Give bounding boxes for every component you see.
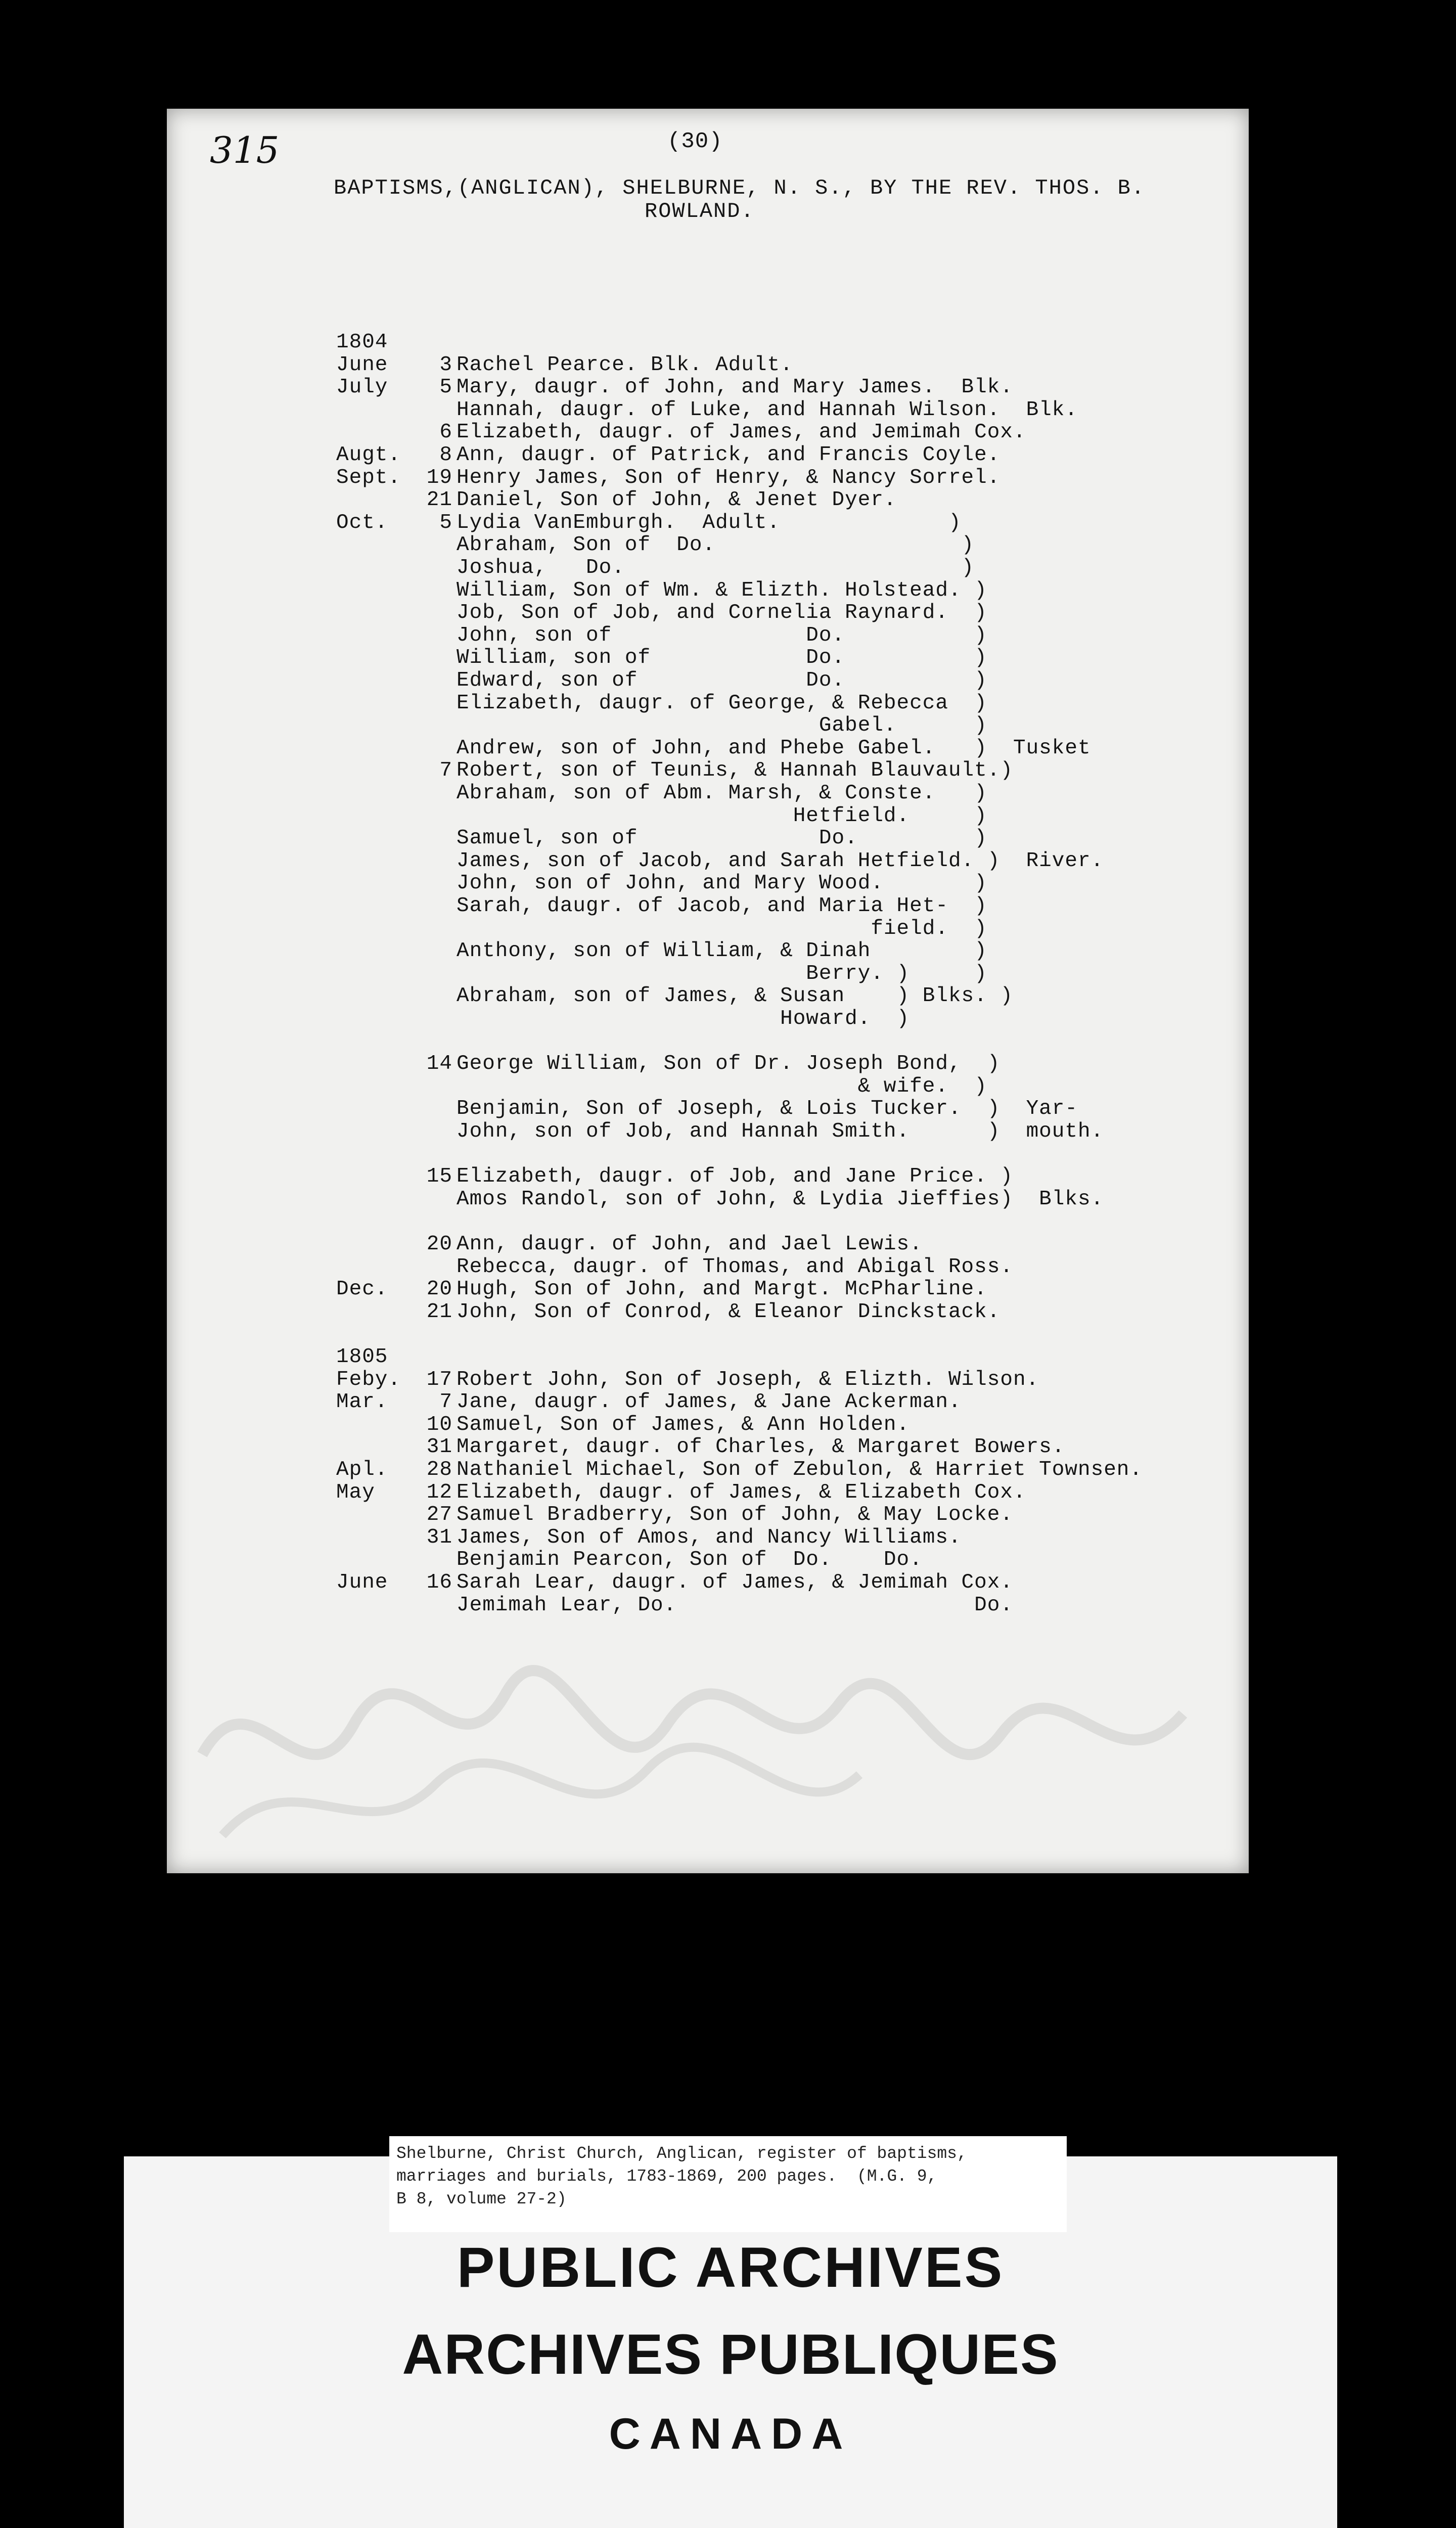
register-month: June (336, 353, 388, 377)
register-entry: Elizabeth, daugr. of Job, and Jane Price. ) (457, 1165, 1013, 1188)
archives-title-french: ARCHIVES PUBLIQUES (402, 2323, 1059, 2386)
register-day: 31 (426, 1526, 452, 1549)
register-entry: Samuel Bradberry, Son of John, & May Locke. (457, 1503, 1013, 1526)
register-entry: Elizabeth, daugr. of George, & Rebecca ) (457, 692, 987, 715)
register-entry: Samuel, Son of James, & Ann Holden. (457, 1413, 910, 1436)
register-entry: John, Son of Conrod, & Eleanor Dinckstack. (457, 1300, 1000, 1324)
register-entry: Samuel, son of Do. ) (457, 827, 987, 850)
register-day: 28 (426, 1458, 452, 1481)
register-entry: field. ) (457, 917, 987, 940)
register-entry: William, Son of Wm. & Elizth. Holstead. ) (457, 579, 987, 602)
register-month: 1805 (336, 1345, 388, 1369)
bleed-through-handwriting (192, 1603, 1203, 1856)
register-month: July (336, 376, 388, 399)
register-day: 21 (426, 488, 452, 512)
archives-country: CANADA (609, 2410, 852, 2458)
register-entry: Robert, son of Teunis, & Hannah Blauvault.) (457, 759, 1013, 782)
register-entry: James, son of Jacob, and Sarah Hetfield. ) River. (457, 849, 1104, 873)
register-entry: William, son of Do. ) (457, 646, 987, 669)
register-entry: Daniel, Son of John, & Jenet Dyer. (457, 488, 897, 512)
register-day: 20 (426, 1278, 452, 1301)
register-month: Mar. (336, 1390, 388, 1414)
register-entry: John, son of Job, and Hannah Smith. ) mouth. (457, 1120, 1104, 1143)
register-day: 31 (426, 1435, 452, 1459)
register-entry: Abraham, son of James, & Susan ) Blks. ) (457, 984, 1013, 1008)
register-day: 12 (426, 1481, 452, 1504)
register-day: 5 (439, 511, 452, 534)
register-entry: Nathaniel Michael, Son of Zebulon, & Harriet Townsen. (457, 1458, 1143, 1481)
page-number: (30) (667, 129, 723, 154)
register-day: 5 (439, 376, 452, 399)
register-entry: Edward, son of Do. ) (457, 669, 987, 692)
collection-label (389, 2136, 1067, 2232)
register-day: 6 (439, 421, 452, 444)
register-entry: Gabel. ) (457, 714, 987, 737)
register-month: Oct. (336, 511, 388, 534)
register-entry: Elizabeth, daugr. of James, and Jemimah Cox. (457, 421, 1026, 444)
register-entry: Berry. ) ) (457, 962, 987, 985)
register-entry: James, Son of Amos, and Nancy Williams. (457, 1526, 962, 1549)
register-day: 17 (426, 1368, 452, 1391)
register-entry: Amos Randol, son of John, & Lydia Jieffies) Blks. (457, 1188, 1104, 1211)
register-entry: Ann, daugr. of John, and Jael Lewis. (457, 1233, 923, 1256)
register-month: June (336, 1571, 388, 1594)
register-entry: John, son of John, and Mary Wood. ) (457, 872, 987, 895)
register-entry: Sarah, daugr. of Jacob, and Maria Het- ) (457, 894, 987, 918)
register-month: Augt. (336, 443, 401, 467)
register-entry: Benjamin Pearcon, Son of Do. Do. (457, 1548, 923, 1571)
register-entry: Jemimah Lear, Do. Do. (457, 1594, 1013, 1617)
register-entry: George William, Son of Dr. Joseph Bond, ) (457, 1052, 1000, 1075)
collection-label-line1: Shelburne, Christ Church, Anglican, register of baptisms, (396, 2144, 967, 2163)
archives-title-english: PUBLIC ARCHIVES (457, 2236, 1005, 2299)
register-entry: Abraham, son of Abm. Marsh, & Conste. ) (457, 782, 987, 805)
register-entry: John, son of Do. ) (457, 624, 987, 647)
register-month: 1804 (336, 331, 388, 354)
register-entry: Sarah Lear, daugr. of James, & Jemimah Cox. (457, 1571, 1013, 1594)
register-day: 8 (439, 443, 452, 467)
register-day: 27 (426, 1503, 452, 1526)
register-entry: Abraham, Son of Do. ) (457, 533, 975, 557)
register-entry: Benjamin, Son of Joseph, & Lois Tucker. ) Yar- (457, 1097, 1078, 1120)
page-heading-line1: BAPTISMS,(ANGLICAN), SHELBURNE, N. S., BY THE REV. THOS. B. (334, 176, 1146, 200)
register-entry: Lydia VanEmburgh. Adult. ) (457, 511, 962, 534)
register-entry: Rebecca, daugr. of Thomas, and Abigal Ross. (457, 1255, 1013, 1279)
register-entry: Robert John, Son of Joseph, & Elizth. Wilson. (457, 1368, 1039, 1391)
register-day: 7 (439, 1390, 452, 1414)
register-entry: Henry James, Son of Henry, & Nancy Sorrel. (457, 466, 1000, 489)
register-entry: Margaret, daugr. of Charles, & Margaret Bowers. (457, 1435, 1065, 1459)
page-heading-line2: ROWLAND. (645, 199, 755, 223)
register-day: 10 (426, 1413, 452, 1436)
register-month: May (336, 1481, 375, 1504)
register-month: Apl. (336, 1458, 388, 1481)
collection-label-line2: marriages and burials, 1783-1869, 200 pages. (M.G. 9, (396, 2167, 937, 2186)
register-entry: Joshua, Do. ) (457, 556, 975, 579)
register-day: 15 (426, 1165, 452, 1188)
register-entry: Jane, daugr. of James, & Jane Ackerman. (457, 1390, 962, 1414)
register-entry: & wife. ) (457, 1075, 987, 1098)
register-day: 21 (426, 1300, 452, 1324)
register-entry: Andrew, son of John, and Phebe Gabel. ) Tusket (457, 737, 1091, 760)
register-entry: Mary, daugr. of John, and Mary James. Blk. (457, 376, 1013, 399)
register-entry: Hetfield. ) (457, 804, 987, 828)
register-entry: Job, Son of Job, and Cornelia Raynard. ) (457, 601, 987, 624)
register-month: Dec. (336, 1278, 388, 1301)
register-day: 16 (426, 1571, 452, 1594)
register-entry: Howard. ) (457, 1007, 910, 1030)
register-month: Feby. (336, 1368, 401, 1391)
register-day: 14 (426, 1052, 452, 1075)
register-day: 19 (426, 466, 452, 489)
register-day: 3 (439, 353, 452, 377)
register-entry: Anthony, son of William, & Dinah ) (457, 939, 987, 963)
register-day: 20 (426, 1233, 452, 1256)
register-entry: Hannah, daugr. of Luke, and Hannah Wilson. Blk. (457, 398, 1078, 422)
collection-label-line3: B 8, volume 27-2) (396, 2190, 567, 2208)
register-entry: Ann, daugr. of Patrick, and Francis Coyle. (457, 443, 1000, 467)
register-day: 7 (439, 759, 452, 782)
register-entry: Hugh, Son of John, and Margt. McPharline. (457, 1278, 987, 1301)
folio-number: 315 (210, 129, 280, 171)
register-month: Sept. (336, 466, 401, 489)
register-entry: Rachel Pearce. Blk. Adult. (457, 353, 793, 377)
register-entry: Elizabeth, daugr. of James, & Elizabeth Cox. (457, 1481, 1026, 1504)
